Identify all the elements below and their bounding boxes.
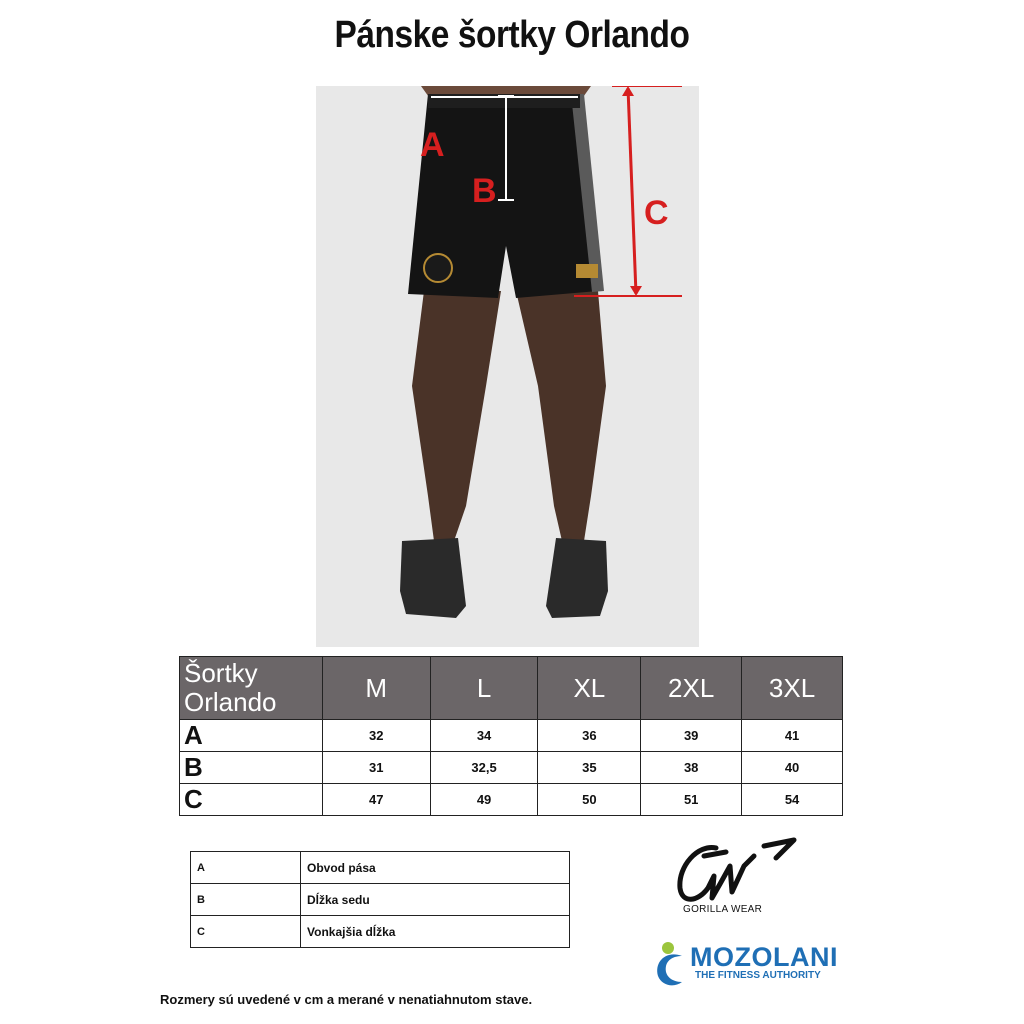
table-cell: 47 (322, 784, 430, 816)
row-label: A (180, 720, 323, 752)
measure-label-a: A (420, 126, 445, 164)
mozolani-logo-icon (652, 940, 692, 990)
table-row (180, 752, 843, 784)
size-header-xl: XL (538, 657, 641, 720)
table-cell: 31 (322, 752, 430, 784)
size-header-row (180, 657, 843, 720)
table-cell: 39 (641, 720, 742, 752)
legend-description: Vonkajšia dĺžka (301, 916, 570, 948)
table-cell: 32 (322, 720, 430, 752)
size-table-corner (180, 657, 323, 720)
table-cell: 54 (742, 784, 843, 816)
table-cell: 34 (430, 720, 538, 752)
size-header-l: L (430, 657, 538, 720)
table-cell: 36 (538, 720, 641, 752)
page-title: Pánske šortky Orlando (334, 14, 690, 56)
legend-row (191, 884, 570, 916)
table-cell: 40 (742, 752, 843, 784)
gorilla-wear-text: GORILLA WEAR (683, 904, 763, 915)
legend-key: C (191, 916, 301, 948)
size-header-2xl: 2XL (641, 657, 742, 720)
legend-description: Dĺžka sedu (301, 884, 570, 916)
table-row (180, 720, 843, 752)
table-cell: 35 (538, 752, 641, 784)
table-row (180, 784, 843, 816)
corner-line-2: Orlando (184, 687, 277, 717)
measure-label-b: B (472, 172, 497, 210)
size-table (179, 656, 843, 816)
table-cell: 51 (641, 784, 742, 816)
measure-label-c: C (644, 194, 669, 232)
legend-row (191, 916, 570, 948)
table-cell: 32,5 (430, 752, 538, 784)
legend-key: A (191, 852, 301, 884)
table-cell: 41 (742, 720, 843, 752)
table-cell: 38 (641, 752, 742, 784)
mozolani-name: MOZOLANI (690, 942, 838, 972)
shorts-illustration (316, 86, 699, 647)
legend-key: B (191, 884, 301, 916)
mozolani-tagline: THE FITNESS AUTHORITY (695, 970, 821, 981)
legend-table (190, 851, 570, 948)
size-header-m: M (322, 657, 430, 720)
product-photo (316, 86, 699, 647)
size-header-3xl: 3XL (742, 657, 843, 720)
table-cell: 50 (538, 784, 641, 816)
table-cell: 49 (430, 784, 538, 816)
corner-line-1: Šortky (184, 658, 258, 688)
row-label: B (180, 752, 323, 784)
legend-row (191, 852, 570, 884)
footnote: Rozmery sú uvedené v cm a merané v nenatiahnutom stave. (160, 992, 533, 1007)
legend-description: Obvod pása (301, 852, 570, 884)
row-label: C (180, 784, 323, 816)
